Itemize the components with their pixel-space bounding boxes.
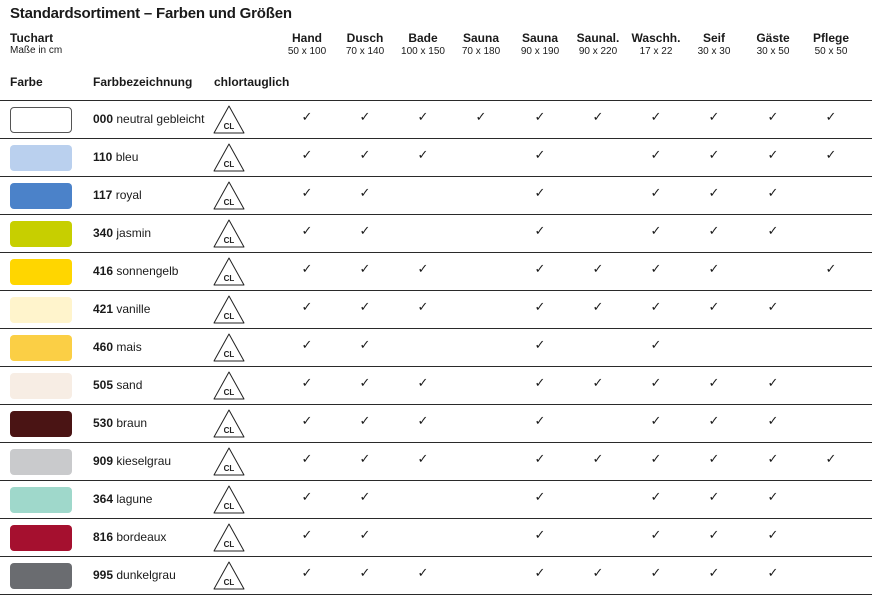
chlorine-label: CL — [223, 578, 235, 587]
table-row — [0, 328, 872, 366]
color-swatch — [10, 563, 72, 589]
availability-check-icon: ✓ — [767, 528, 779, 543]
color-name: braun — [116, 416, 148, 430]
column-header — [451, 31, 511, 58]
availability-check-icon: ✓ — [825, 148, 837, 163]
availability-check-icon: ✓ — [359, 490, 371, 505]
chlorine-triangle-icon — [212, 104, 246, 135]
availability-check-icon: ✓ — [650, 262, 662, 277]
availability-check-icon: ✓ — [359, 376, 371, 391]
availability-check-icon: ✓ — [301, 376, 313, 391]
availability-check-icon: ✓ — [650, 528, 662, 543]
availability-check-icon: ✓ — [359, 262, 371, 277]
availability-check-icon: ✓ — [592, 300, 604, 315]
availability-check-icon: ✓ — [301, 110, 313, 125]
availability-check-icon: ✓ — [708, 414, 720, 429]
color-code: 421 — [93, 302, 114, 316]
color-name: jasmin — [116, 226, 152, 240]
availability-check-icon: ✓ — [534, 452, 546, 467]
availability-check-icon: ✓ — [650, 414, 662, 429]
column-size: 70 x 140 — [345, 46, 385, 57]
column-size: 50 x 50 — [814, 46, 848, 57]
availability-check-icon: ✓ — [359, 148, 371, 163]
availability-check-icon: ✓ — [534, 148, 546, 163]
column-name: Saunal. — [576, 31, 620, 45]
availability-check-icon: ✓ — [708, 490, 720, 505]
availability-check-icon: ✓ — [650, 376, 662, 391]
availability-check-icon: ✓ — [708, 452, 720, 467]
color-code: 816 — [93, 530, 114, 544]
chlorine-triangle-icon — [212, 218, 246, 249]
color-code: 000 — [93, 112, 114, 126]
availability-check-icon: ✓ — [767, 224, 779, 239]
chlorine-label: CL — [223, 350, 235, 359]
chlorine-label: CL — [223, 502, 235, 511]
chlorine-label: CL — [223, 274, 235, 283]
chlorine-triangle-icon — [212, 560, 246, 591]
chlorine-triangle-icon — [212, 256, 246, 287]
availability-check-icon: ✓ — [592, 110, 604, 125]
table-row — [0, 214, 872, 252]
availability-check-icon: ✓ — [359, 110, 371, 125]
column-header — [277, 31, 337, 58]
availability-check-icon: ✓ — [534, 110, 546, 125]
availability-check-icon: ✓ — [534, 376, 546, 391]
chlorine-triangle-icon — [212, 446, 246, 477]
availability-check-icon: ✓ — [359, 338, 371, 353]
color-code: 340 — [93, 226, 114, 240]
availability-check-icon: ✓ — [825, 262, 837, 277]
color-swatch — [10, 259, 72, 285]
column-name: Waschh. — [631, 31, 681, 45]
color-swatch — [10, 107, 72, 133]
column-size: 100 x 150 — [401, 46, 445, 57]
table-row — [0, 100, 872, 138]
table-row — [0, 442, 872, 480]
color-label — [93, 492, 152, 506]
availability-check-icon: ✓ — [534, 338, 546, 353]
color-label — [93, 226, 151, 240]
column-header — [626, 31, 686, 58]
availability-check-icon: ✓ — [708, 376, 720, 391]
availability-check-icon: ✓ — [708, 262, 720, 277]
availability-check-icon: ✓ — [301, 186, 313, 201]
availability-check-icon: ✓ — [767, 376, 779, 391]
header-farbbezeichnung: Farbbezeichnung — [93, 75, 193, 89]
chlorine-label: CL — [223, 540, 235, 549]
column-size: 50 x 100 — [287, 46, 327, 57]
column-name: Pflege — [812, 31, 849, 45]
chlorine-triangle-icon — [212, 180, 246, 211]
color-code: 909 — [93, 454, 114, 468]
color-swatch — [10, 145, 72, 171]
color-code: 995 — [93, 568, 114, 582]
color-name: mais — [116, 340, 142, 354]
table-row — [0, 480, 872, 518]
color-code: 364 — [93, 492, 114, 506]
column-header — [393, 31, 453, 58]
color-label — [93, 378, 142, 392]
availability-check-icon: ✓ — [417, 110, 429, 125]
color-label — [93, 530, 166, 544]
header-chlortauglich: chlortauglich — [214, 75, 290, 89]
color-code: 505 — [93, 378, 114, 392]
color-code: 117 — [93, 188, 113, 202]
availability-check-icon: ✓ — [592, 566, 604, 581]
availability-check-icon: ✓ — [534, 490, 546, 505]
tuchart-label: Tuchart — [10, 31, 54, 45]
color-code: 530 — [93, 416, 114, 430]
availability-check-icon: ✓ — [534, 528, 546, 543]
color-code: 416 — [93, 264, 114, 278]
availability-check-icon: ✓ — [534, 224, 546, 239]
availability-check-icon: ✓ — [650, 490, 662, 505]
availability-check-icon: ✓ — [650, 186, 662, 201]
chlorine-label: CL — [223, 122, 235, 131]
availability-check-icon: ✓ — [301, 490, 313, 505]
color-swatch — [10, 335, 72, 361]
chlorine-label: CL — [223, 198, 235, 207]
chlorine-triangle-icon — [212, 408, 246, 439]
color-swatch — [10, 297, 72, 323]
color-name: royal — [115, 188, 142, 202]
column-name: Sauna — [462, 31, 499, 45]
availability-check-icon: ✓ — [359, 300, 371, 315]
color-swatch — [10, 373, 72, 399]
color-label — [93, 188, 142, 202]
page-title: Standardsortiment – Farben und Größen — [10, 5, 292, 22]
color-name: neutral gebleicht — [116, 112, 205, 126]
column-size: 17 x 22 — [639, 46, 673, 57]
availability-check-icon: ✓ — [592, 452, 604, 467]
availability-check-icon: ✓ — [650, 110, 662, 125]
color-label — [93, 568, 176, 582]
availability-check-icon: ✓ — [825, 110, 837, 125]
column-header — [743, 31, 803, 58]
availability-check-icon: ✓ — [767, 452, 779, 467]
chlorine-triangle-icon — [212, 294, 246, 325]
color-label — [93, 112, 204, 126]
table-row — [0, 404, 872, 442]
availability-check-icon: ✓ — [301, 566, 313, 581]
availability-check-icon: ✓ — [301, 338, 313, 353]
column-size: 90 x 220 — [578, 46, 618, 57]
availability-check-icon: ✓ — [767, 110, 779, 125]
chlorine-label: CL — [223, 312, 235, 321]
availability-check-icon: ✓ — [708, 528, 720, 543]
availability-check-icon: ✓ — [708, 224, 720, 239]
chlorine-triangle-icon — [212, 142, 246, 173]
availability-check-icon: ✓ — [767, 186, 779, 201]
availability-check-icon: ✓ — [301, 414, 313, 429]
table-row — [0, 252, 872, 290]
table-row — [0, 366, 872, 404]
color-table — [0, 100, 872, 595]
chlorine-triangle-icon — [212, 370, 246, 401]
table-row — [0, 556, 872, 595]
availability-check-icon: ✓ — [359, 186, 371, 201]
column-name: Dusch — [346, 31, 384, 45]
availability-check-icon: ✓ — [417, 376, 429, 391]
availability-check-icon: ✓ — [417, 148, 429, 163]
color-swatch — [10, 183, 72, 209]
table-row — [0, 176, 872, 214]
color-name: kieselgrau — [116, 454, 172, 468]
color-label — [93, 454, 171, 468]
column-size: 30 x 30 — [697, 46, 731, 57]
availability-check-icon: ✓ — [767, 148, 779, 163]
column-header — [684, 31, 744, 58]
availability-check-icon: ✓ — [534, 566, 546, 581]
column-name: Bade — [408, 31, 438, 45]
color-label — [93, 264, 178, 278]
availability-check-icon: ✓ — [417, 414, 429, 429]
color-label — [93, 302, 150, 316]
chlorine-label: CL — [223, 160, 235, 169]
availability-check-icon: ✓ — [767, 414, 779, 429]
color-swatch — [10, 221, 72, 247]
chlorine-label: CL — [223, 426, 235, 435]
availability-check-icon: ✓ — [592, 262, 604, 277]
availability-check-icon: ✓ — [767, 490, 779, 505]
column-name: Gäste — [756, 31, 790, 45]
column-header — [335, 31, 395, 58]
availability-check-icon: ✓ — [708, 186, 720, 201]
availability-check-icon: ✓ — [301, 262, 313, 277]
header-farbe: Farbe — [10, 75, 43, 89]
color-swatch — [10, 449, 72, 475]
availability-check-icon: ✓ — [534, 300, 546, 315]
column-size: 90 x 190 — [520, 46, 560, 57]
color-swatch — [10, 411, 72, 437]
chlorine-label: CL — [223, 236, 235, 245]
availability-check-icon: ✓ — [767, 566, 779, 581]
availability-check-icon: ✓ — [650, 338, 662, 353]
availability-check-icon: ✓ — [708, 110, 720, 125]
availability-check-icon: ✓ — [417, 300, 429, 315]
color-name: bleu — [115, 150, 139, 164]
color-name: sand — [116, 378, 143, 392]
column-header — [568, 31, 628, 58]
availability-check-icon: ✓ — [650, 224, 662, 239]
color-name: dunkelgrau — [116, 568, 176, 582]
availability-check-icon: ✓ — [708, 300, 720, 315]
availability-check-icon: ✓ — [359, 414, 371, 429]
availability-check-icon: ✓ — [592, 376, 604, 391]
column-name: Hand — [292, 31, 322, 45]
color-name: bordeaux — [116, 530, 167, 544]
availability-check-icon: ✓ — [301, 528, 313, 543]
availability-check-icon: ✓ — [534, 186, 546, 201]
table-row — [0, 518, 872, 556]
tuchart-sublabel: Maße in cm — [10, 45, 63, 56]
availability-check-icon: ✓ — [534, 262, 546, 277]
table-row — [0, 290, 872, 328]
column-headers — [0, 31, 872, 61]
color-label — [93, 150, 138, 164]
chlorine-triangle-icon — [212, 332, 246, 363]
availability-check-icon: ✓ — [359, 528, 371, 543]
column-header — [801, 31, 861, 58]
availability-check-icon: ✓ — [825, 452, 837, 467]
chlorine-triangle-icon — [212, 484, 246, 515]
availability-check-icon: ✓ — [650, 566, 662, 581]
availability-check-icon: ✓ — [475, 110, 487, 125]
availability-check-icon: ✓ — [708, 148, 720, 163]
availability-check-icon: ✓ — [359, 224, 371, 239]
availability-check-icon: ✓ — [650, 300, 662, 315]
color-name: lagune — [116, 492, 153, 506]
column-size: 70 x 180 — [461, 46, 501, 57]
availability-check-icon: ✓ — [708, 566, 720, 581]
color-label — [93, 340, 142, 354]
availability-check-icon: ✓ — [359, 566, 371, 581]
table-row — [0, 138, 872, 176]
column-name: Sauna — [521, 31, 558, 45]
availability-check-icon: ✓ — [417, 262, 429, 277]
chlorine-triangle-icon — [212, 522, 246, 553]
color-swatch — [10, 487, 72, 513]
column-header — [510, 31, 570, 58]
availability-check-icon: ✓ — [650, 452, 662, 467]
chlorine-label: CL — [223, 388, 235, 397]
availability-check-icon: ✓ — [301, 224, 313, 239]
availability-check-icon: ✓ — [301, 148, 313, 163]
availability-check-icon: ✓ — [534, 414, 546, 429]
availability-check-icon: ✓ — [417, 566, 429, 581]
availability-check-icon: ✓ — [301, 452, 313, 467]
color-label — [93, 416, 147, 430]
availability-check-icon: ✓ — [301, 300, 313, 315]
color-name: vanille — [116, 302, 151, 316]
color-name: sonnengelb — [116, 264, 179, 278]
chlorine-label: CL — [223, 464, 235, 473]
color-code: 110 — [93, 150, 113, 164]
availability-check-icon: ✓ — [767, 300, 779, 315]
color-code: 460 — [93, 340, 114, 354]
color-swatch — [10, 525, 72, 551]
column-name: Seif — [702, 31, 725, 45]
availability-check-icon: ✓ — [359, 452, 371, 467]
column-size: 30 x 50 — [756, 46, 790, 57]
availability-check-icon: ✓ — [417, 452, 429, 467]
availability-check-icon: ✓ — [650, 148, 662, 163]
